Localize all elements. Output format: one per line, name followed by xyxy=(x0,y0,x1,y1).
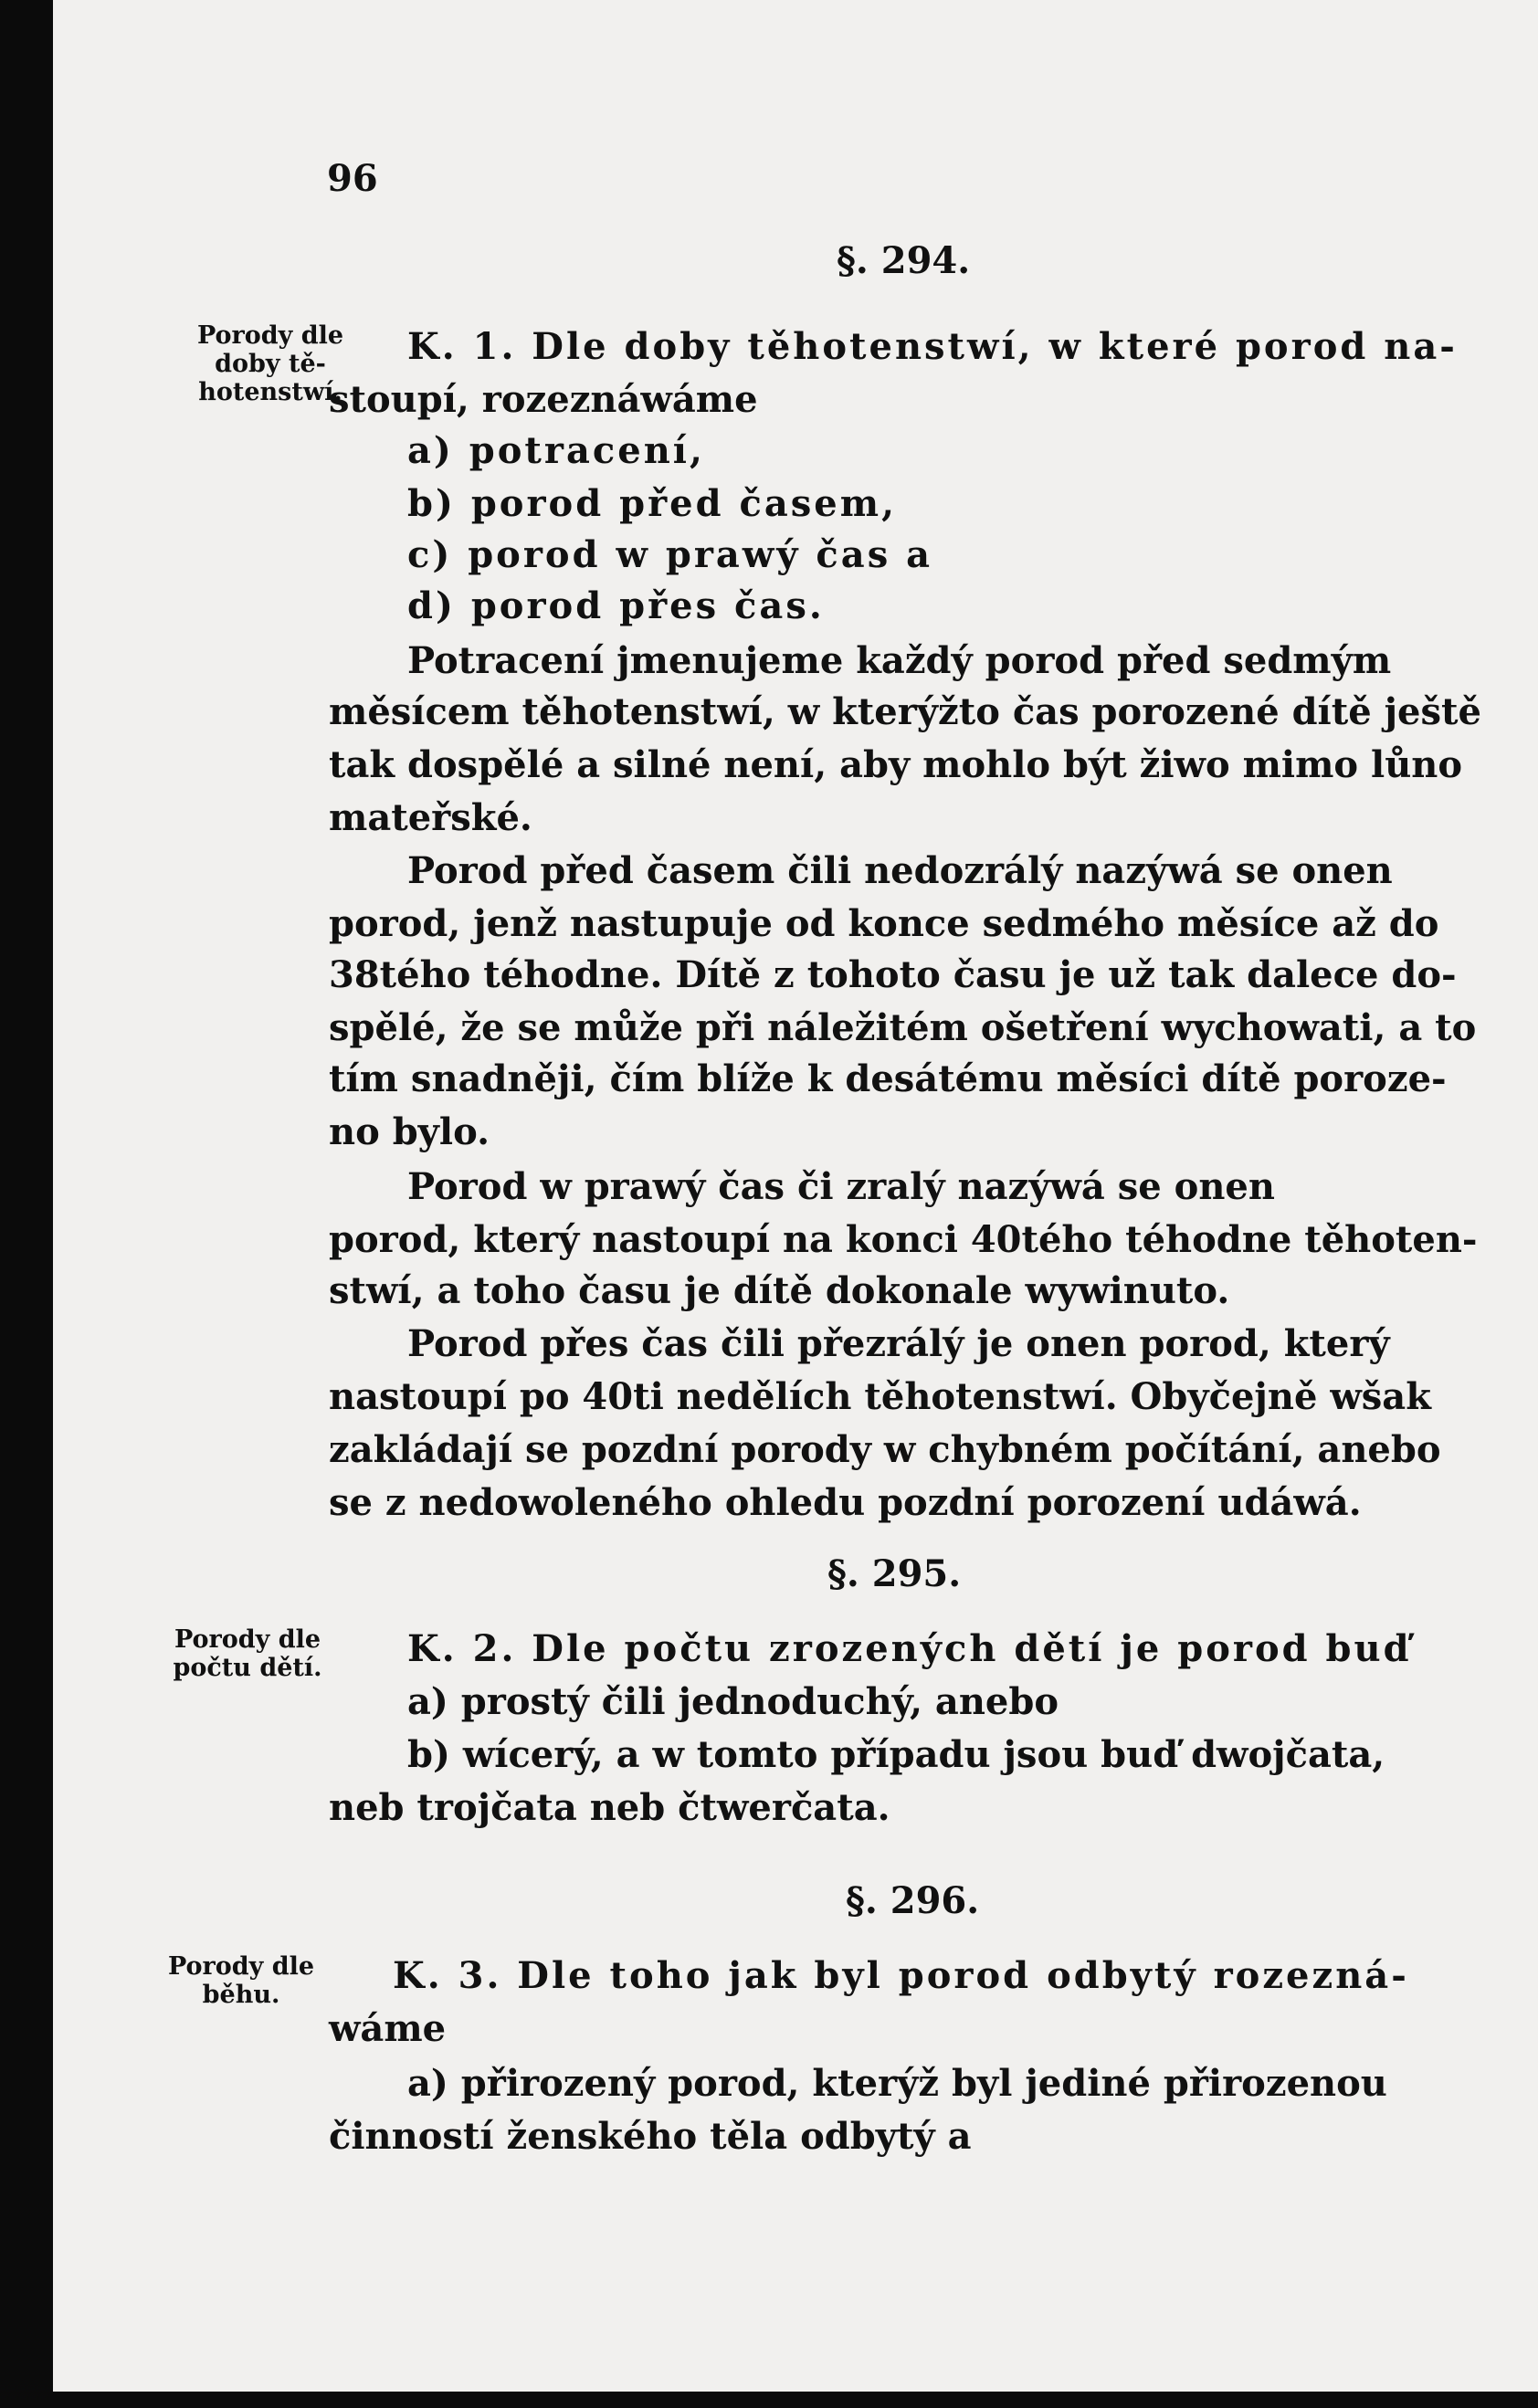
text-line: b) wícerý, a w tomto případu jsou buď dwojčata, xyxy=(407,1733,1385,1776)
text-line: spělé, že se může při náležitém ošetření wychowati, a to xyxy=(329,1006,1477,1049)
text-line: nastoupí po 40ti nedělích těhotenstwí. Obyčejně wšak xyxy=(329,1375,1431,1418)
margin-note-295: Porody dle počtu dětí. xyxy=(173,1625,322,1682)
section-heading-294: §. 294. xyxy=(837,239,971,282)
book-page xyxy=(53,0,1538,2408)
text-line: Porod před časem čili nedozrálý nazýwá se onen xyxy=(407,849,1393,892)
text-line: stwí, a toho času je dítě dokonale wywinuto. xyxy=(329,1269,1230,1312)
text-line: Porod přes čas čili přezrálý je onen porod, který xyxy=(407,1322,1390,1365)
text-line: wáme xyxy=(329,2007,447,2050)
margin-note-294: Porody dle doby tě-hotenstwí. xyxy=(196,321,344,406)
text-line: K. 1. Dle doby těhotenstwí, w které porod na- xyxy=(407,325,1458,368)
text-line: K. 2. Dle počtu zrozených dětí je porod buď xyxy=(407,1627,1412,1670)
text-line: Potracení jmenujeme každý porod před sedmým xyxy=(407,639,1392,682)
text-line: mateřské. xyxy=(329,796,532,839)
text-line: měsícem těhotenstwí, w kterýžto čas porozené dítě ještě xyxy=(329,690,1481,733)
text-line: b) porod před časem, xyxy=(407,482,897,525)
text-line: a) přirozený porod, kterýž byl jediné přirozenou xyxy=(407,2062,1387,2105)
text-line: neb trojčata neb čtwerčata. xyxy=(329,1786,890,1829)
text-line: no bylo. xyxy=(329,1110,490,1153)
text-line: porod, jenž nastupuje od konce sedmého měsíce až do xyxy=(329,902,1439,945)
margin-note-296: Porody dle běhu. xyxy=(167,1952,315,2009)
text-line: činností ženského těla odbytý a xyxy=(329,2115,972,2158)
text-line: a) potracení, xyxy=(407,429,705,472)
text-line: zakládají se pozdní porody w chybném počítání, anebo xyxy=(329,1428,1441,1471)
text-line: K. 3. Dle toho jak byl porod odbytý rozezná- xyxy=(393,1954,1409,1997)
section-heading-296: §. 296. xyxy=(846,1879,980,1922)
scan-edge xyxy=(53,2392,1538,2408)
text-line: c) porod w prawý čas a xyxy=(407,533,933,576)
text-line: Porod w prawý čas či zralý nazýwá se onen xyxy=(407,1165,1275,1208)
text-line: tak dospělé a silné není, aby mohlo být žiwo mimo lůno xyxy=(329,743,1463,786)
text-line: se z nedowoleného ohledu pozdní porození udáwá. xyxy=(329,1481,1362,1524)
text-line: tím snadněji, čím blíže k desátému měsíci dítě poroze- xyxy=(329,1057,1447,1100)
text-line: stoupí, rozeznáwáme xyxy=(329,378,758,421)
text-line: porod, který nastoupí na konci 40tého téhodne těhoten- xyxy=(329,1218,1478,1261)
text-line: a) prostý čili jednoduchý, anebo xyxy=(407,1680,1059,1723)
page-number: 96 xyxy=(327,157,378,200)
text-line: 38tého téhodne. Dítě z tohoto času je už tak dalece do- xyxy=(329,953,1457,996)
section-heading-295: §. 295. xyxy=(827,1552,962,1595)
text-line: d) porod přes čas. xyxy=(407,584,825,627)
